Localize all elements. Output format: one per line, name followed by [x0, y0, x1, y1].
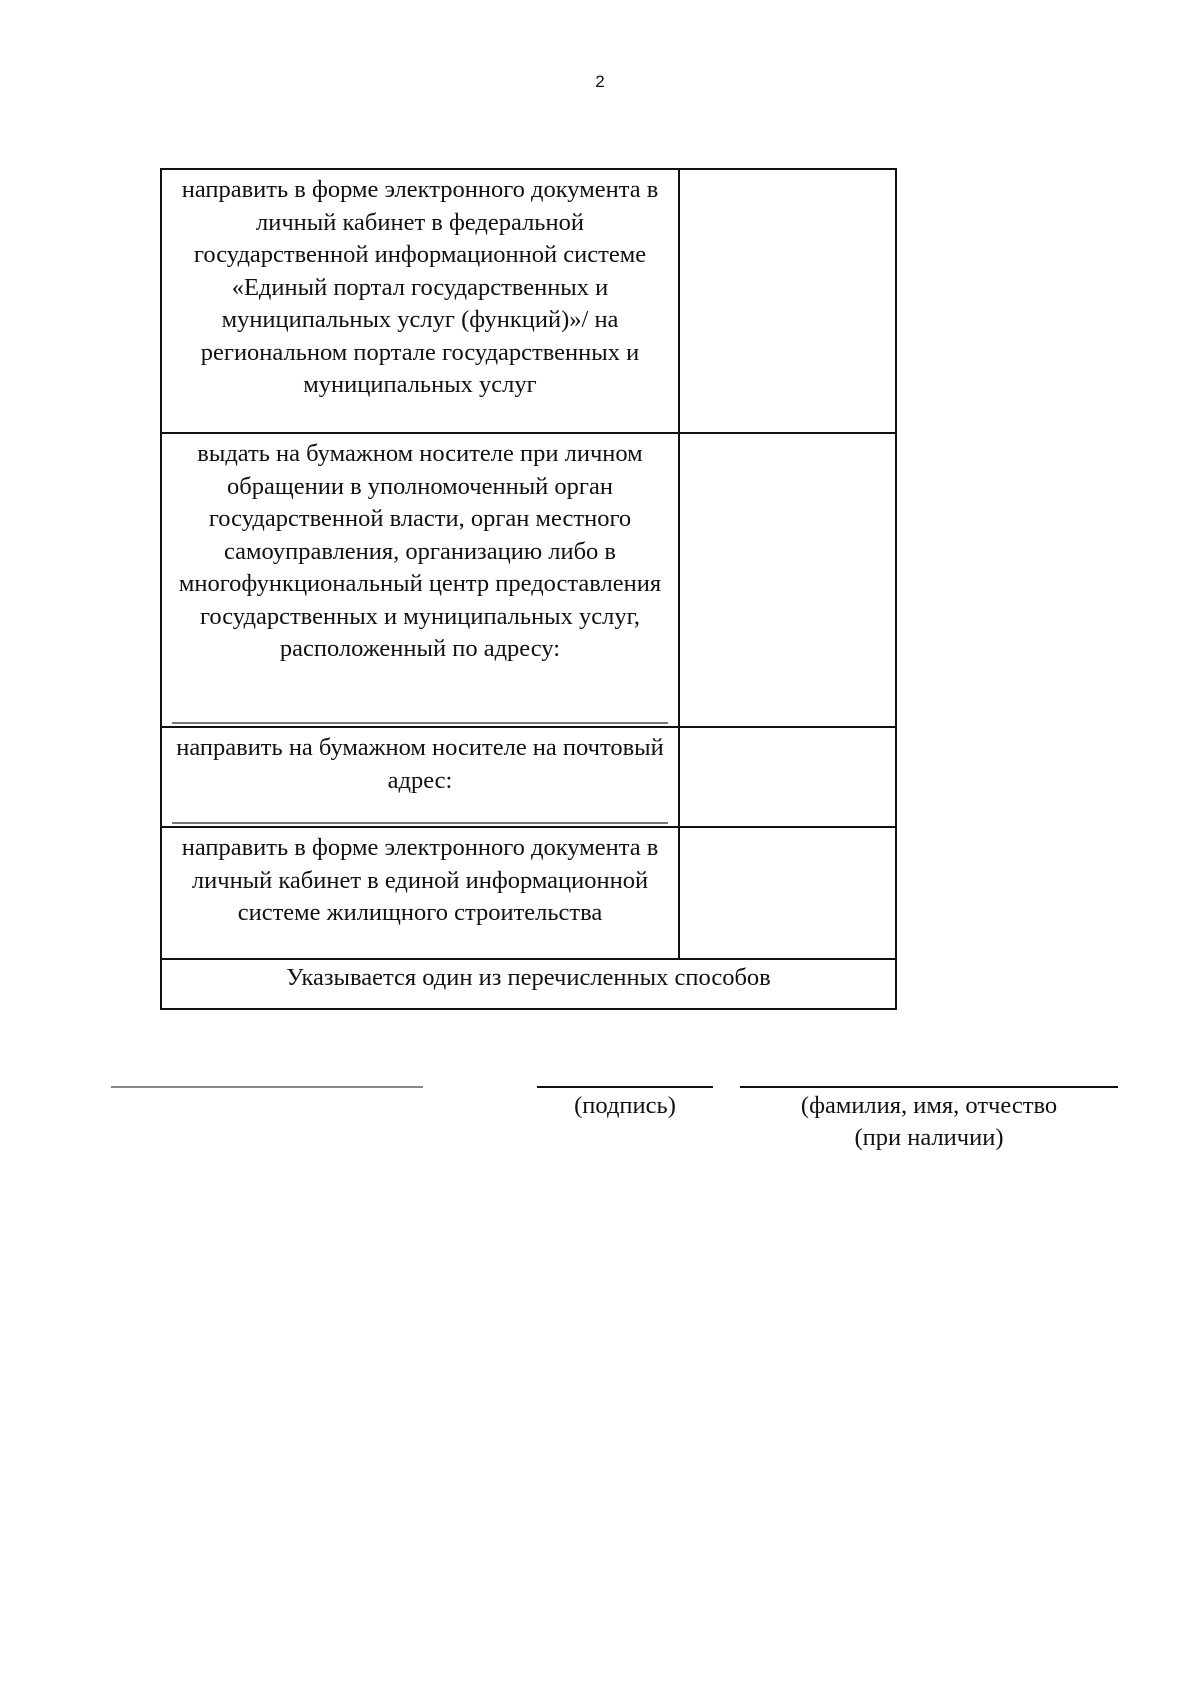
signature-fill-line[interactable]	[537, 1086, 713, 1088]
table-row	[161, 433, 896, 727]
address-fill-line[interactable]	[172, 722, 668, 724]
full-name-caption-line2: (при наличии)	[854, 1124, 1004, 1151]
option-label: направить в форме электронного документа в личный кабинет в федеральной государственной информационной системе «Единый портал государственных и муниципальных услуг (функций)»/ на региональном портале государственных и муниципальных услуг	[181, 176, 659, 398]
option-personal-text	[161, 433, 679, 727]
full-name-caption	[740, 1090, 1118, 1154]
option-portal-mark-cell[interactable]	[679, 169, 896, 433]
option-label: направить на бумажном носителе на почтовый адрес:	[176, 734, 664, 794]
option-post-text	[161, 727, 679, 827]
option-eisgs-text	[161, 827, 679, 959]
full-name-fill-line[interactable]	[740, 1086, 1118, 1088]
full-name-caption-line1: (фамилия, имя, отчество	[800, 1092, 1058, 1119]
option-label: выдать на бумажном носителе при личном обращении в уполномоченный орган государственной власти, орган местного самоуправления, организацию либо в многофункциональный центр предоставления государственных и муниципальных услуг, расположенный по адресу:	[178, 440, 662, 662]
option-post-mark-cell[interactable]	[679, 727, 896, 827]
table-row	[161, 959, 896, 1009]
table-row	[161, 827, 896, 959]
option-personal-mark-cell[interactable]	[679, 433, 896, 727]
postal-address-fill-line[interactable]	[172, 822, 668, 824]
delivery-options-table	[160, 168, 897, 1010]
position-fill-line[interactable]	[111, 1086, 423, 1088]
option-eisgs-mark-cell[interactable]	[679, 827, 896, 959]
table-row	[161, 169, 896, 433]
table-row	[161, 727, 896, 827]
option-portal-text	[161, 169, 679, 433]
page-number: 2	[595, 72, 605, 91]
option-label: направить в форме электронного документа в личный кабинет в единой информационной системе жилищного строительства	[181, 834, 659, 926]
options-note: Указывается один из перечисленных способов	[161, 959, 896, 1009]
signature-caption: (подпись)	[574, 1092, 676, 1119]
